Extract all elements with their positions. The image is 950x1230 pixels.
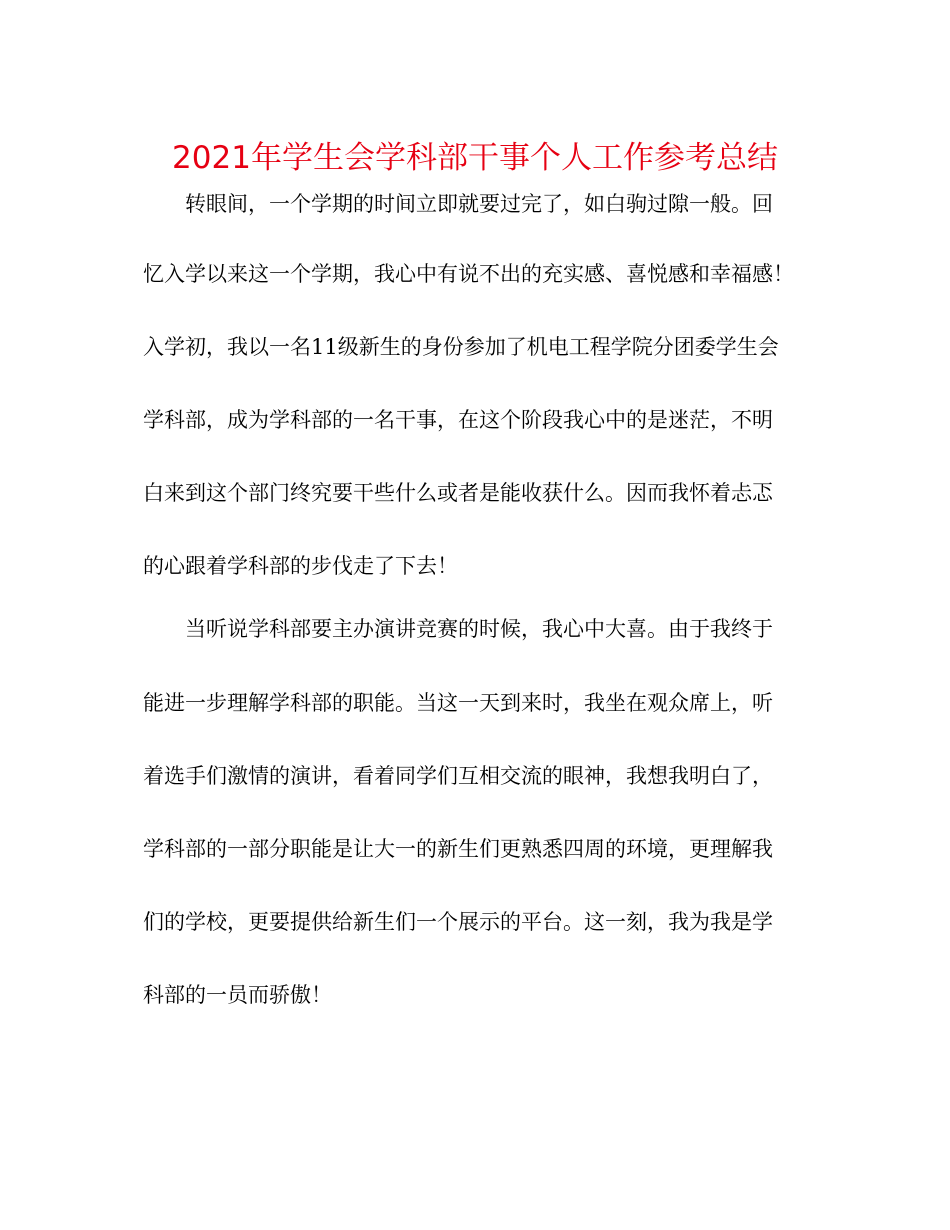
paragraph-line: 着选手们激情的演讲，看着同学们互相交流的眼神，我想我明白了， <box>143 764 773 788</box>
paragraph-line: 白来到这个部门终究要干些什么或者是能收获什么。因而我怀着忐忑 <box>143 481 773 505</box>
paragraph-line: 入学初，我以一名11级新生的身份参加了机电工程学院分团委学生会 <box>143 335 779 359</box>
paragraph-line: 当听说学科部要主办演讲竞赛的时候，我心中大喜。由于我终于 <box>185 617 773 641</box>
paragraph-line: 忆入学以来这一个学期，我心中有说不出的充实感、喜悦感和幸福感！ <box>143 262 794 286</box>
paragraph-line: 科部的一员而骄傲！ <box>143 983 332 1007</box>
paragraph-line: 的心跟着学科部的步伐走了下去！ <box>143 554 458 578</box>
document-title: 2021年学生会学科部干事个人工作参考总结 <box>172 140 778 176</box>
paragraph-line: 转眼间，一个学期的时间立即就要过完了，如白驹过隙一般。回 <box>185 192 773 216</box>
paragraph-line: 能进一步理解学科部的职能。当这一天到来时，我坐在观众席上，听 <box>143 691 773 715</box>
paragraph-line: 们的学校，更要提供给新生们一个展示的平台。这一刻，我为我是学 <box>143 910 773 934</box>
paragraph-line: 学科部，成为学科部的一名干事，在这个阶段我心中的是迷茫，不明 <box>143 408 773 432</box>
paragraph-line: 学科部的一部分职能是让大一的新生们更熟悉四周的环境，更理解我 <box>143 837 773 861</box>
